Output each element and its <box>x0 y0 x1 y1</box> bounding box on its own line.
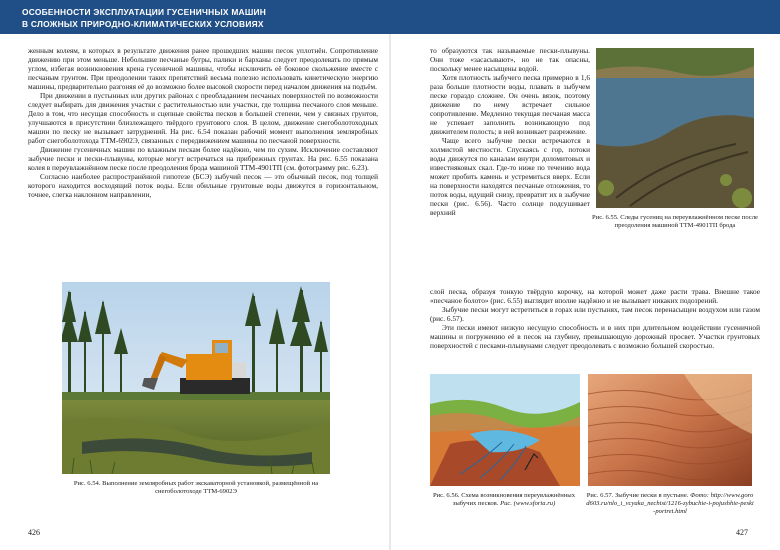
paragraph: Эти пески имеют низкую несущую способность и в них при длительном воздействии гусеничной машины и погружению её в песок на глубину, превышающую дорожный просвет. Участки грунтовых поверхностей с песками-плывунами следует преодолевать с возможно большей скоростью. <box>430 323 760 350</box>
figure-6-56-caption-source: Рис. (www.sforia.ru) <box>500 500 556 508</box>
left-body-text <box>28 46 378 199</box>
header-line-2: В СЛОЖНЫХ ПРИРОДНО-КЛИМАТИЧЕСКИХ УСЛОВИЯХ <box>22 19 264 29</box>
left-page <box>0 34 390 550</box>
right-page <box>390 34 780 550</box>
figure-6-56-caption <box>426 492 582 508</box>
page-number-left: 426 <box>28 528 40 537</box>
paragraph: Зыбучие пески могут встретиться в горах или пустынях, там песок перенасыщен воздухом или газом (рис. 6.57). <box>430 305 760 323</box>
right-full-text <box>430 287 760 350</box>
paragraph: При движении в пустынных или других районах с преобладанием песчаных поверхностей по возможности следует выбирать для движения участки с растительностью или участки, где толщина песчаного слоя меньше. Дело в том, что несущая способность и сцепные свойства песков в большей степени, чем у связных грунтов, улучшаются в присутствии близлежащего твёрдого грунтового слоя. В целом, движение снегоболотоходных машин по песку не вызывает затруднений. На рис. 6.54 показан рабочий момент выполнения земляробных работ снегоболотохода ТТМ-6902Э, связанных с передвижением машины по песчаной поверхности. <box>28 91 378 145</box>
figure-6-57-caption-source: Фото: http://www.gorod603.ru/nlo_i_vcyaka_nechist/1216-zybuchie-i-pojushhie-peski-portret.html <box>586 492 754 516</box>
figure-6-54-photo <box>62 282 330 474</box>
paragraph: Движение гусеничных машин по влажным пескам более надёжно, чем по сухим. Исключение составляют зыбучие пески и пески-плывуны, которые могут встречаться на прибрежных грунтах. На рис. 6.55 показана колея в переувлажнённом песке после преодоления брода машиной ТТМ-4901ТП (см. фотограмму рис. 6.23). <box>28 145 378 172</box>
header-line-1: ОСОБЕННОСТИ ЭКСПЛУАТАЦИИ ГУСЕНИЧНЫХ МАШИН <box>22 7 267 17</box>
paragraph: то образуются так называемые пески-плывуны. Они тоже «засасывают», но не так опасны, поскольку менее насыщены водой. <box>430 46 590 73</box>
figure-6-57-photo <box>588 374 752 486</box>
paragraph: слой песка, образуя тонкую твёрдую корочку, на которой может даже расти трава. Внешне такое «песчаное болото» (рис. 6.55) выглядит вполне надёжно и не вызывает никаких подозрений. <box>430 287 760 305</box>
figure-6-57-caption <box>586 492 754 517</box>
figure-6-54-caption: Рис. 6.54. Выполнение земляробных работ экскаваторной установкой, размещённой на снегоболотоходе ТТМ-6902Э <box>73 480 319 496</box>
figure-6-56-diagram <box>430 374 580 486</box>
running-header <box>0 0 780 34</box>
paragraph: Хотя плотность зыбучего песка примерно в 1,6 раза больше плотности воды, плавать в зыбучем песке гораздо сложнее. Он очень вязок, поэтому движение по нему встречает сильное сопротивление. Медленно текущая песчаная масса не успевает заполнить возникающую под движителем полость; в ней возникает разрежение. <box>430 73 590 136</box>
figure-6-57-caption-main: Рис. 6.57. Зыбучие пески в пустыне. <box>586 492 689 499</box>
figure-6-55-caption: Рис. 6.55. Следы гусениц на переувлажнённом песке после преодоления машиной ТТМ-4901ТП брода <box>592 214 758 230</box>
paragraph: Согласно наиболее распространённой гипотезе (БСЭ) зыбучий песок — это обычный песок, под толщей которого находится восходящий поток воды. Если обильные грунтовые воды движутся в горизонтальном, точнее, слегка наклонном направлении, <box>28 172 378 199</box>
paragraph: Чаще всего зыбучие пески встречаются в холмистой местности. Спускаясь с гор, потоки воды движутся по каналам внутри доломитовых и известняковых скал. Где-то ниже по течению вода может пробить камень и устремиться вверх. Если на поверхности находятся песчаные отложения, то поток воды, идущий снизу, превратит их в зыбучие пески (рис. 6.56). Часто солнце подсушивает верхний <box>430 136 590 217</box>
figure-6-56-caption-main: Рис. 6.56. Схема возникновения переувлажнённых зыбучих песков. <box>432 492 576 508</box>
paragraph: женным колеям, в которых в результате движения ранее прошедших машин песок уплотнён. Сопротивление движению при этом меньше. Небольшие песчаные бугры, палики и барханы следует преодолевать по прямым углом, избегая возникновения крена гусеничной машины, чтобы исключить её боковое скольжение вместе с песчаным грунтом. При преодолении таких препятствий весьма полезно использовать кинетическую энергию машины, предварительно разгоняя её до возможно более высокой скорости перед началом движения на подъём. <box>28 46 378 91</box>
page-number-right: 427 <box>736 528 748 537</box>
figure-6-55-photo <box>596 48 754 208</box>
right-column-text <box>430 46 590 217</box>
